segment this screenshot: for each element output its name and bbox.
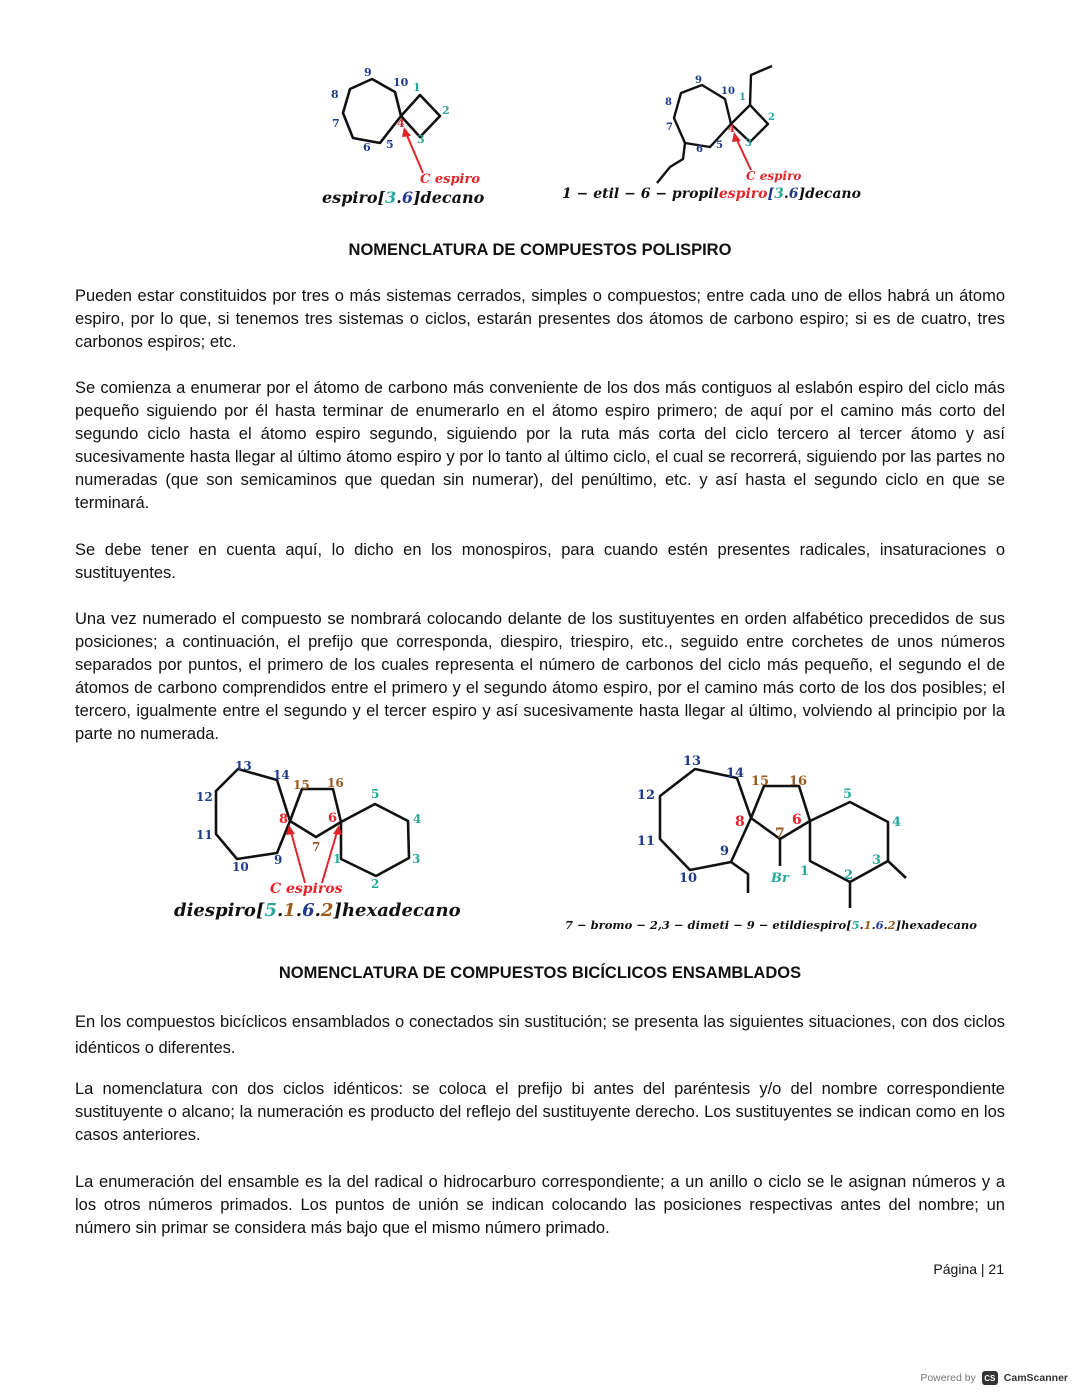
compound-name xyxy=(174,900,461,921)
name-number: 6 xyxy=(401,188,413,207)
name-espiro: espiro xyxy=(718,186,768,202)
pointer-arrow xyxy=(291,832,305,883)
name-dot: . xyxy=(871,918,876,932)
name-suffix: ]decano xyxy=(798,186,861,202)
name-prefix: diespiro[ xyxy=(174,900,265,921)
name-dot: . xyxy=(276,900,284,921)
atom-label-2: 2 xyxy=(442,104,450,117)
section-heading-polispiro: NOMENCLATURA DE COMPUESTOS POLISPIRO xyxy=(348,241,732,259)
atom-label-14: 14 xyxy=(273,768,290,782)
paragraph: La enumeración del ensamble es la del radical o hidrocarburo correspondiente; a un anillo o ciclo se le asignan números y a los otros números primados. Los puntos de unión se indican colocando las posiciones respectivas antes del nombre; un número sin primar se considera más bajo que el mismo número primado. xyxy=(75,1173,1005,1237)
name-prefix: 7 − bromo − 2,3 − dimeti − 9 − etildiespiro[ xyxy=(565,918,852,932)
paragraph: Se comienza a enumerar por el átomo de carbono más conveniente de los dos más contiguos al eslabón espiro del ciclo más pequeño siguiendo por él hasta terminar de enumerarlo en el átomo espiro primero; de aquí por el camino más corto del segundo ciclo hasta el átomo espiro segundo, siguiendo por la ruta más corta del ciclo tercero al tercer átomo y así sucesivamente hasta llegar al último átomo espiro y por lo tanto al último ciclo, el cual se recorrerá, siguiendo por las partes no numeradas (que son semicaminos que quedan sin numerar), del penúltimo, etc. y así hasta el segundo ciclo en que se terminará. xyxy=(75,379,1005,512)
atom-label-2: 2 xyxy=(371,877,380,891)
figure-bromo-dimetil-etil-diespiro xyxy=(630,748,920,913)
atom-label-1: 1 xyxy=(800,864,810,879)
ethyl-chain xyxy=(750,66,772,105)
cyclohexane-ring xyxy=(341,804,409,876)
name-prefix: 1 − etil − 6 − propil xyxy=(562,186,719,202)
atom-label-1: 1 xyxy=(333,852,342,866)
atom-label-7: 7 xyxy=(312,840,321,854)
camscanner-brand: CamScanner xyxy=(1003,1372,1068,1384)
camscanner-footer xyxy=(920,1371,1068,1385)
atom-label-13: 13 xyxy=(235,759,252,773)
atom-label-6: 6 xyxy=(328,811,338,826)
atom-label-8: 8 xyxy=(665,97,672,108)
atom-label-15: 15 xyxy=(751,774,770,789)
atom-label-3: 3 xyxy=(412,852,421,866)
atom-label-10: 10 xyxy=(393,76,409,89)
atom-label-4: 4 xyxy=(728,124,735,135)
name-number: 6 xyxy=(875,918,884,932)
name-number: 2 xyxy=(320,900,334,921)
atom-label-6: 6 xyxy=(792,812,802,828)
name-dot: . xyxy=(783,186,789,202)
atom-label-2: 2 xyxy=(844,868,854,883)
page-number: Página | 21 xyxy=(933,1261,1004,1277)
atom-label-13: 13 xyxy=(683,754,702,769)
atom-label-16: 16 xyxy=(327,776,344,790)
name-number: 2 xyxy=(887,918,896,932)
methyl-bond xyxy=(888,861,906,878)
figure-diespiro-hexadecano xyxy=(185,755,445,900)
atom-label-9: 9 xyxy=(274,853,283,867)
atom-label-9: 9 xyxy=(695,75,702,86)
atom-label-16: 16 xyxy=(789,774,808,789)
pointer-label: C espiro xyxy=(420,172,481,187)
name-suffix: ]decano xyxy=(412,188,485,207)
name-number: 1 xyxy=(863,918,872,932)
atom-label-4: 4 xyxy=(413,812,422,826)
atom-label-4: 4 xyxy=(397,117,405,130)
name-dot: . xyxy=(883,918,888,932)
atom-label-3: 3 xyxy=(745,138,752,149)
name-dot: . xyxy=(314,900,321,921)
atom-label-5: 5 xyxy=(716,140,723,151)
pointer-label: C espiro xyxy=(746,169,802,183)
atom-label-6: 6 xyxy=(696,144,703,155)
atom-label-9: 9 xyxy=(364,66,372,79)
atom-label-3: 3 xyxy=(872,853,882,868)
name-suffix: ]hexadecano xyxy=(333,900,461,921)
compound-name xyxy=(322,188,484,207)
atom-label-8: 8 xyxy=(279,812,289,827)
name-number: 6 xyxy=(302,900,315,921)
figure-etil-propil-espiro xyxy=(640,58,810,188)
atom-label-14: 14 xyxy=(726,766,745,781)
name-bracket: [ xyxy=(767,186,775,202)
section-heading-bicíclicos: NOMENCLATURA DE COMPUESTOS BICÍCLICOS ENSAMBLADOS xyxy=(278,964,802,982)
atom-label-7: 7 xyxy=(332,117,340,130)
atom-label-8: 8 xyxy=(735,814,745,830)
paragraph: Una vez numerado el compuesto se nombrará colocando delante de los sustituyentes en orden alfabético precedidos de sus posiciones; a continuación, el prefijo que corresponda, diespiro, triespiro, etc., seguido entre corchetes de unos números separados por puntos, el primero de los cuales representa el número de carbonos del ciclo más pequeño, el segundo el de átomos de carbono comprendidos entre el primero y el segundo átomo espiro, por el camino más corto de los dos posibles; el tercero, igualmente entre el segundo y el tercer espiro y así sucesivamente hasta llegar al último, volviendo al principio por la parte no numerada. xyxy=(75,610,1005,743)
compound-name xyxy=(565,918,977,932)
atom-label-7: 7 xyxy=(666,122,673,133)
name-number: 5 xyxy=(264,900,277,921)
atom-label-4: 4 xyxy=(892,815,902,830)
atom-label-7: 7 xyxy=(775,826,785,842)
name-number: 6 xyxy=(788,186,799,202)
atom-label-11: 11 xyxy=(196,828,213,842)
atom-label-9: 9 xyxy=(720,844,730,859)
paragraph: En los compuestos bicíclicos ensamblados o conectados sin sustitución; se presenta las siguientes situaciones, con dos ciclos idénticos o diferentes. xyxy=(75,1013,1005,1057)
name-number: 1 xyxy=(283,900,296,921)
compound-name xyxy=(562,186,861,202)
atom-label-12: 12 xyxy=(196,790,213,804)
propyl-chain xyxy=(657,143,685,183)
atom-label-1: 1 xyxy=(739,92,746,103)
name-prefix: espiro[ xyxy=(322,188,386,207)
name-suffix: ]hexadecano xyxy=(895,918,977,932)
pointer-label: C espiros xyxy=(270,881,343,897)
atom-label-5: 5 xyxy=(371,787,380,801)
name-dot: . xyxy=(396,188,402,207)
atom-label-10: 10 xyxy=(721,86,735,97)
ethyl-chain xyxy=(731,862,748,893)
name-number: 3 xyxy=(774,186,784,202)
atom-label-11: 11 xyxy=(637,834,656,849)
atom-label-3: 3 xyxy=(417,133,425,146)
camscanner-logo-icon: CS xyxy=(982,1371,998,1385)
atom-label-5: 5 xyxy=(843,787,853,802)
atom-label-8: 8 xyxy=(331,88,339,101)
name-number: 5 xyxy=(851,918,860,932)
atom-label-5: 5 xyxy=(386,138,394,151)
atom-label-6: 6 xyxy=(363,141,371,154)
name-dot: . xyxy=(295,900,303,921)
atom-label-12: 12 xyxy=(637,788,656,803)
paragraph: Pueden estar constituidos por tres o más sistemas cerrados, simples o compuestos; entre cada uno de ellos habrá un átomo espiro, por lo que, si tenemos tres sistemas o ciclos, estarán presentes dos átomos de carbono espiro; si es de cuatro, tres carbonos espiros; etc. xyxy=(75,287,1005,351)
atom-label-2: 2 xyxy=(768,112,775,123)
atom-label-10: 10 xyxy=(679,871,698,886)
atom-label-1: 1 xyxy=(413,81,421,94)
name-dot: . xyxy=(859,918,864,932)
name-number: 3 xyxy=(385,188,397,207)
paragraph: La nomenclatura con dos ciclos idénticos: se coloca el prefijo bi antes del paréntesis y/o del nombre correspondiente sustituyente o alcano; la numeración es producto del reflejo del sustituyente derecho. Los sustituyentes se indican como en los casos anteriores. xyxy=(75,1080,1005,1144)
powered-by-text: Powered by xyxy=(920,1372,976,1384)
atom-label-15: 15 xyxy=(293,778,310,792)
atom-label-10: 10 xyxy=(232,860,249,874)
paragraph: Se debe tener en cuenta aquí, lo dicho en los monospiros, para cuando estén presentes radicales, insaturaciones o sustituyentes. xyxy=(75,541,1005,582)
bromo-label: Br xyxy=(771,871,789,886)
